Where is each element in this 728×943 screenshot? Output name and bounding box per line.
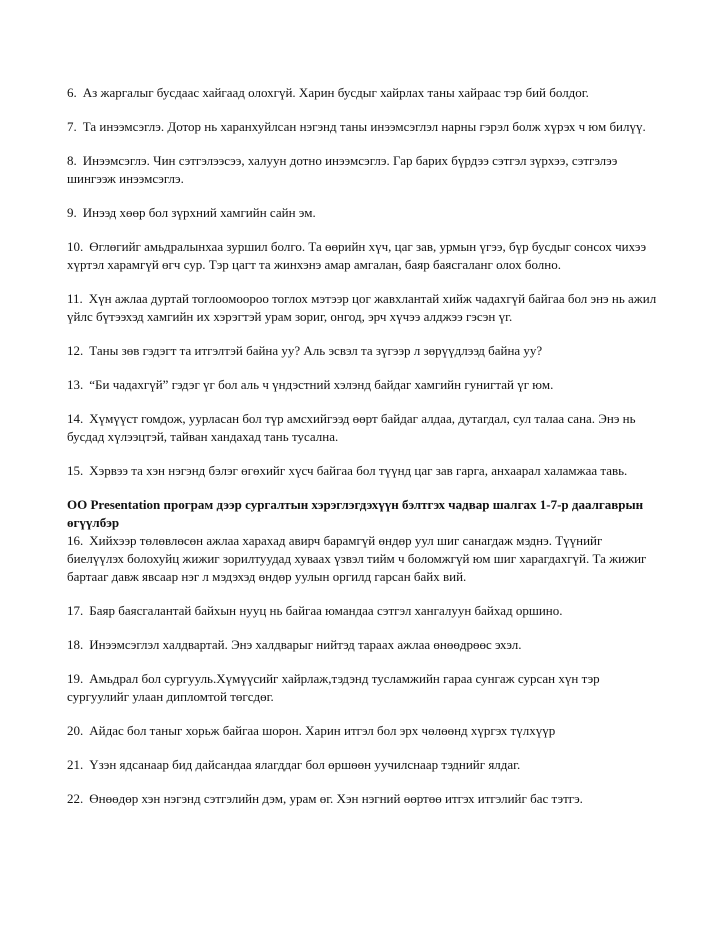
item-text: Таны зөв гэдэгт та итгэлтэй байна уу? Аль эсвэл та зүгээр л зөрүүдлээд байна уу?	[89, 343, 543, 358]
item-text: Өнөөдөр хэн нэгэнд сэтгэлийн дэм, урам өг. Хэн нэгний өөртөө итгэх итгэлийг бас тэтгэ.	[89, 791, 583, 806]
item-number: 18.	[67, 637, 84, 652]
list-item	[67, 238, 661, 274]
item-text: Амьдрал бол сургууль.Хүмүүсийг хайрлаж,тэдэнд тусламжийн гараа сунгаж сурсан хүн тэр сургуулийг улаан дипломтой төгсдөг.	[67, 671, 600, 704]
item-text: Хэрвээ та хэн нэгэнд бэлэг өгөхийг хүсч байгаа бол түүнд цаг зав гарга, анхаарал халамжаа тавь.	[89, 463, 628, 478]
item-number: 9.	[67, 205, 77, 220]
item-number: 19.	[67, 671, 84, 686]
item-number: 21.	[67, 757, 84, 772]
item-text: Аз жаргалыг бусдаас хайгаад олохгүй. Харин бусдыг хайрлах таны хайраас тэр бий болдог.	[82, 85, 589, 100]
list-item	[67, 410, 661, 446]
item-number: 10.	[67, 239, 84, 254]
list-item	[67, 462, 661, 480]
document-content	[67, 84, 661, 824]
list-item	[67, 84, 661, 102]
item-number: 15.	[67, 463, 84, 478]
item-number: 6.	[67, 85, 77, 100]
item-number: 14.	[67, 411, 84, 426]
item-number: 22.	[67, 791, 84, 806]
list-item	[67, 790, 661, 808]
item-number: 7.	[67, 119, 77, 134]
item-number: 20.	[67, 723, 84, 738]
item-text: Хийхээр төлөвлөсөн ажлаа харахад авирч барамгүй өндөр уул шиг санагдаж мэднэ. Түүнийг биелүүлэх болохуйц жижиг зорилтуудад хуваах үзвэл тийм ч боломжгүй юм шиг харагдахгүй. Та жижиг бартааг давж явсаар нэг л мэдэхэд өндөр уулын оргилд гарсан байх вий.	[67, 533, 647, 584]
item-number: 12.	[67, 343, 84, 358]
list-item	[67, 636, 661, 654]
item-text: Инээмсэглэ. Чин сэтгэлээсээ, халуун дотно инээмсэглэ. Гар барих бүрдээ сэтгэл зүрхээ, сэтгэлээ шингээж инээмсэглэ.	[67, 153, 618, 186]
list-item	[67, 722, 661, 740]
list-item	[67, 118, 661, 136]
item-text: “Би чадахгүй” гэдэг үг бол аль ч үндэстний хэлэнд байдаг хамгийн гунигтай үг юм.	[89, 377, 554, 392]
list-item	[67, 152, 661, 188]
item-text: Баяр баясгалантай байхын нууц нь байгаа юмандаа сэтгэл хангалуун байхад оршино.	[89, 603, 563, 618]
item-text: Айдас бол таныг хорьж байгаа шорон. Харин итгэл бол эрх чөлөөнд хүргэх түлхүүр	[89, 723, 556, 738]
item-text: Инээмсэглэл халдвартай. Энэ халдварыг нийтэд тараах ажлаа өнөөдрөөс эхэл.	[89, 637, 522, 652]
item-text: Өглөгийг амьдралынхаа зуршил болго. Та өөрийн хүч, цаг зав, урмын үгээ, бүр бусдыг сонсох чихээ хүртэл харамгүй өгч сур. Тэр цагт та жинхэнэ амар амгалан, баяр баясгаланг олох болно.	[67, 239, 647, 272]
item-number: 8.	[67, 153, 77, 168]
item-text: Та инээмсэглэ. Дотор нь харанхуйлсан нэгэнд таны инээмсэглэл нарны гэрэл болж хүрэх ч юм билүү.	[82, 119, 646, 134]
item-text: Үзэн ядсанаар бид дайсандаа ялагддаг бол өршөөн уучилснаар тэднийг ялдаг.	[89, 757, 521, 772]
list-item	[67, 376, 661, 394]
section-heading: OO Presentation програм дээр сургалтын хэрэглэгдэхүүн бэлтгэх чадвар шалгах 1-7-р даалгаврын өгүүлбэр	[67, 497, 644, 530]
item-number: 17.	[67, 603, 84, 618]
list-item	[67, 342, 661, 360]
item-number: 11.	[67, 291, 83, 306]
item-text: Хүмүүст гомдож, уурласан бол түр амсхийгээд өөрт байдаг алдаа, дутагдал, сул талаа сана. Энэ нь бусдад хүлээцтэй, тайван хандахад тань тусална.	[67, 411, 636, 444]
item-number: 13.	[67, 377, 84, 392]
list-item	[67, 756, 661, 774]
list-item	[67, 204, 661, 222]
list-item	[67, 670, 661, 706]
item-number: 16.	[67, 533, 84, 548]
item-text: Хүн ажлаа дуртай тоглоомоороо тоглох мэтээр цог жавхлантай хийж чадахгүй байгаа бол энэ нь ажил үйлс бүтээхэд хамгийн их хэрэгтэй урам зориг, онгод, эрч хүчээ алджээ гэсэн үг.	[67, 291, 657, 324]
list-item	[67, 290, 661, 326]
item-text: Инээд хөөр бол зүрхний хамгийн сайн эм.	[82, 205, 316, 220]
list-item	[67, 532, 661, 586]
list-item	[67, 602, 661, 620]
